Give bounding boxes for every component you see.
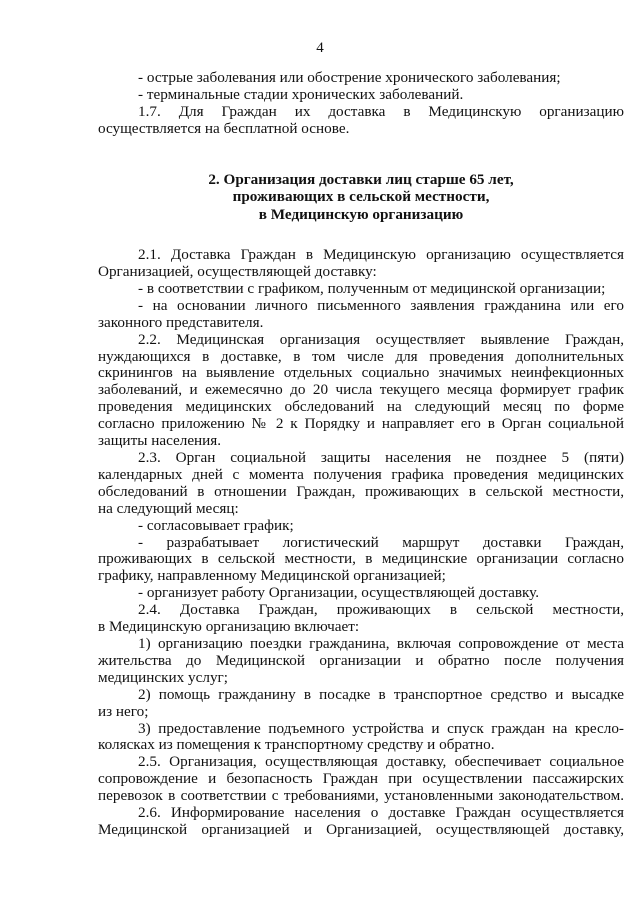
text-line: - организует работу Организации, осуществляющей доставку. <box>138 584 540 602</box>
text-line: 2.6. Информирование населения о доставке Граждан осуществляется <box>138 804 624 822</box>
text-line: - согласовывает график; <box>138 516 294 534</box>
text-line: сопровождение и безопасность Граждан при осуществлении пассажирских <box>98 770 624 788</box>
heading-line-1: 2. Организация доставки лиц старше 65 лет, <box>208 170 514 188</box>
text-line: - на основании личного письменного заявления гражданина или его <box>138 296 624 314</box>
text-line: - разрабатывает логистический маршрут доставки Граждан, <box>138 533 624 551</box>
text-line: скринингов на выявление отдельных социально значимых неинфекционных <box>98 364 624 382</box>
section-2-body <box>98 247 624 839</box>
heading-line-3: в Медицинскую организацию <box>258 205 464 223</box>
text-line: - острые заболевания или обострение хронического заболевания; <box>138 69 561 86</box>
text-line: перевозок в соответствии с требованиями, установленными законодательством. <box>98 787 624 805</box>
text-line: 2.3. Орган социальной защиты населения не позднее 5 (пяти) <box>138 449 624 466</box>
text-line: проживающих в сельской местности, в медицинские организации согласно <box>98 550 624 568</box>
text-line: заболеваний, и ежемесячно до 20 числа текущего месяца формирует график <box>98 381 624 399</box>
text-line: защиты населения. <box>98 432 222 450</box>
text-line: 2.1. Доставка Граждан в Медицинскую организацию осуществляется <box>138 246 624 264</box>
text-line: 2) помощь гражданину в посадке в транспортное средство и высадке <box>138 685 624 703</box>
text-line: нуждающихся в доставке, в том числе для проведения дополнительных <box>98 347 624 365</box>
text-line: медицинских услуг; <box>98 668 228 686</box>
text-line: законного представителя. <box>98 313 264 331</box>
page-number: 4 <box>316 40 324 56</box>
heading-line-2: проживающих в сельской местности, <box>232 188 490 206</box>
document-body <box>98 70 624 839</box>
section-1-tail <box>98 70 624 138</box>
text-line: осуществляется на бесплатной основе. <box>98 119 350 137</box>
text-line: Медицинской организацией и Организацией, осуществляющей доставку, <box>98 820 624 838</box>
text-line: согласно приложению № 2 к Порядку и направляет его в Орган социальной <box>98 415 624 433</box>
text-line: - в соответствии с графиком, полученным от медицинской организации; <box>138 279 606 297</box>
text-line: 2.4. Доставка Граждан, проживающих в сельской местности, <box>138 601 624 619</box>
text-line: 2.2. Медицинская организация осуществляет выявление Граждан, <box>138 330 624 348</box>
section-2-heading <box>98 171 624 224</box>
text-line: - терминальные стадии хронических заболеваний. <box>138 85 464 103</box>
text-line: 1.7. Для Граждан их доставка в Медицинскую организацию <box>138 102 624 120</box>
text-line: колясках из помещения к транспортному средству и обратно. <box>98 736 495 754</box>
text-line: Организацией, осуществляющей доставку: <box>98 263 377 281</box>
text-line: жительства до Медицинской организации и обратно после получения <box>98 651 624 669</box>
text-line: календарных дней с момента получения графика проведения медицинских <box>98 465 624 483</box>
text-line: графику, направленному Медицинской организацией; <box>98 567 446 585</box>
text-line: 2.5. Организация, осуществляющая доставку, обеспечивает социальное <box>138 753 624 771</box>
text-line: в Медицинскую организацию включает: <box>98 618 360 636</box>
text-line: обследований в отношении Граждан, проживающих в сельской местности, <box>98 482 624 500</box>
text-line: проведения медицинских обследований на следующий месяц по форме <box>98 398 624 416</box>
text-line: из него; <box>98 702 149 720</box>
text-line: 1) организацию поездки гражданина, включая сопровождение от места <box>138 634 624 652</box>
text-line: 3) предоставление подъемного устройства и спуск граждан на кресло- <box>138 719 624 737</box>
text-line: на следующий месяц: <box>98 499 239 517</box>
